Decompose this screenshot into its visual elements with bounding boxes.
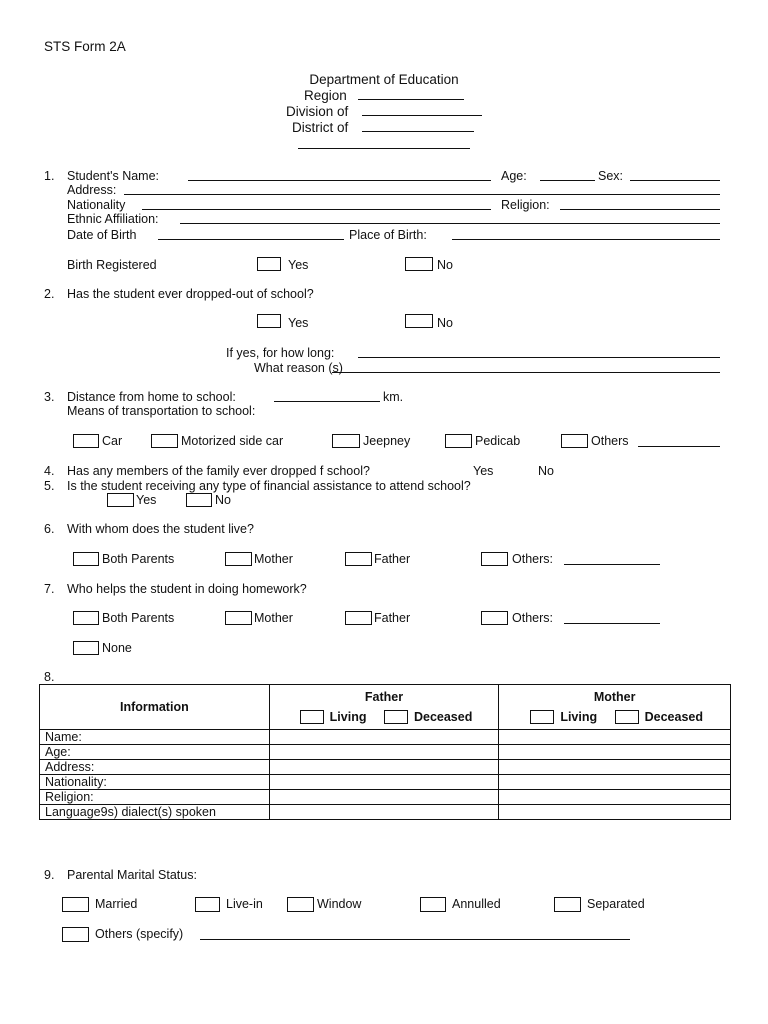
district-blank[interactable] <box>362 120 474 132</box>
mother-nationality-cell[interactable] <box>499 775 731 790</box>
marital-annulled-checkbox[interactable] <box>420 897 446 912</box>
father-deceased-checkbox[interactable] <box>384 710 408 724</box>
reason-field[interactable] <box>332 361 720 373</box>
q7-question: Who helps the student in doing homework? <box>67 582 307 596</box>
marital-married-label: Married <box>95 897 138 911</box>
financial-no-checkbox[interactable] <box>186 493 212 507</box>
mother-deceased-label: Deceased <box>644 709 703 724</box>
father-deceased-label: Deceased <box>413 709 473 724</box>
nationality-field[interactable] <box>142 198 491 210</box>
q3-distance-label: Distance from home to school: <box>67 390 236 404</box>
father-name-cell[interactable] <box>269 730 499 745</box>
q2-number: 2. <box>44 287 55 301</box>
marital-window-label: Window <box>317 897 362 911</box>
transport-others-checkbox[interactable] <box>561 434 588 448</box>
homework-both-parents-checkbox[interactable] <box>73 611 99 625</box>
transport-motorized-label: Motorized side car <box>181 434 284 448</box>
q8-number: 8. <box>44 670 55 684</box>
q1-age-label: Age: <box>501 169 527 183</box>
live-mother-label: Mother <box>254 552 293 566</box>
live-others-checkbox[interactable] <box>481 552 508 566</box>
dropped-out-no-label: No <box>437 316 453 330</box>
table-row <box>40 775 731 790</box>
q5-question: Is the student receiving any type of financial assistance to attend school? <box>67 479 471 493</box>
table-row <box>40 745 731 760</box>
how-long-field[interactable] <box>358 346 720 358</box>
q4-number: 4. <box>44 464 55 478</box>
father-language-cell[interactable] <box>269 805 499 820</box>
transport-pedicab-checkbox[interactable] <box>445 434 472 448</box>
q4-question: Has any members of the family ever dropped f school? <box>67 464 370 478</box>
marital-live-in-label: Live-in <box>226 897 263 911</box>
dropped-out-yes-label: Yes <box>288 316 309 330</box>
q2-reason-label: What reason (s) <box>254 361 343 375</box>
division-blank[interactable] <box>362 104 482 116</box>
live-others-label: Others: <box>512 552 553 566</box>
mother-age-cell[interactable] <box>499 745 731 760</box>
transport-motorized-checkbox[interactable] <box>151 434 178 448</box>
address-field[interactable] <box>124 183 720 195</box>
q1-name-label: Student's Name: <box>67 169 160 183</box>
homework-father-label: Father <box>374 611 411 625</box>
q3-number: 3. <box>44 390 55 404</box>
school-blank[interactable] <box>298 137 470 149</box>
marital-live-in-checkbox[interactable] <box>195 897 220 912</box>
age-field[interactable] <box>540 169 595 181</box>
q1-religion-label: Religion: <box>501 198 550 212</box>
q1-birth-registered-label: Birth Registered <box>67 258 157 272</box>
mother-living-label: Living <box>560 709 598 724</box>
dob-field[interactable] <box>158 228 344 240</box>
region-blank[interactable] <box>358 88 464 100</box>
marital-window-checkbox[interactable] <box>287 897 314 912</box>
distance-field[interactable] <box>274 390 380 402</box>
live-father-label: Father <box>374 552 411 566</box>
q2-how-long-label: If yes, for how long: <box>226 346 335 360</box>
transport-pedicab-label: Pedicab <box>475 434 521 448</box>
row-label-nationality: Nationality: <box>40 775 270 790</box>
transport-jeepney-checkbox[interactable] <box>332 434 360 448</box>
header-district: District of <box>292 120 349 135</box>
marital-separated-label: Separated <box>587 897 645 911</box>
form-code: STS Form 2A <box>44 39 126 54</box>
table-row <box>40 790 731 805</box>
mother-deceased-checkbox[interactable] <box>615 710 639 724</box>
homework-mother-label: Mother <box>254 611 293 625</box>
q1-address-label: Address: <box>67 183 117 197</box>
header-region: Region <box>304 88 347 103</box>
homework-mother-checkbox[interactable] <box>225 611 252 625</box>
father-header: Father <box>364 689 404 704</box>
homework-others-checkbox[interactable] <box>481 611 508 625</box>
q3-means-label: Means of transportation to school: <box>67 404 256 418</box>
religion-field[interactable] <box>560 198 720 210</box>
q1-nationality-label: Nationality <box>67 198 126 212</box>
marital-others-field[interactable] <box>200 928 630 940</box>
q6-number: 6. <box>44 522 55 536</box>
q5-number: 5. <box>44 479 55 493</box>
q6-question: With whom does the student live? <box>67 522 254 536</box>
father-address-cell[interactable] <box>269 760 499 775</box>
parents-info-table <box>39 684 731 820</box>
table-row <box>40 805 731 820</box>
homework-others-field[interactable] <box>564 612 660 624</box>
dropped-out-no-checkbox[interactable] <box>405 314 433 328</box>
sex-field[interactable] <box>630 169 720 181</box>
father-age-cell[interactable] <box>269 745 499 760</box>
row-label-address: Address: <box>40 760 270 775</box>
row-label-name: Name: <box>40 730 270 745</box>
row-label-language: Language9s) dialect(s) spoken <box>40 805 270 820</box>
transport-others-field[interactable] <box>638 435 720 447</box>
q7-number: 7. <box>44 582 55 596</box>
table-row <box>40 730 731 745</box>
q1-number: 1. <box>44 169 55 183</box>
marital-annulled-label: Annulled <box>452 897 501 911</box>
marital-others-checkbox[interactable] <box>62 927 89 942</box>
marital-married-checkbox[interactable] <box>62 897 89 912</box>
homework-none-label: None <box>102 641 132 655</box>
marital-separated-checkbox[interactable] <box>554 897 581 912</box>
q4-yes-option[interactable]: Yes <box>473 464 494 478</box>
father-religion-cell[interactable] <box>269 790 499 805</box>
q4-no-option[interactable]: No <box>538 464 554 478</box>
transport-car-label: Car <box>102 434 123 448</box>
financial-yes-checkbox[interactable] <box>107 493 134 507</box>
homework-others-label: Others: <box>512 611 553 625</box>
row-label-religion: Religion: <box>40 790 270 805</box>
header-department: Department of Education <box>309 72 459 87</box>
homework-both-parents-label: Both Parents <box>102 611 175 625</box>
transport-jeepney-label: Jeepney <box>363 434 411 448</box>
mother-header: Mother <box>593 689 636 704</box>
table-header-row <box>40 685 731 730</box>
transport-others-label: Others <box>591 434 629 448</box>
student-name-field[interactable] <box>188 169 491 181</box>
q1-pob-label: Place of Birth: <box>349 228 427 242</box>
birth-registered-yes-label: Yes <box>288 258 309 272</box>
mother-header-cell <box>499 685 731 730</box>
table-row <box>40 760 731 775</box>
live-both-parents-label: Both Parents <box>102 552 175 566</box>
q1-dob-label: Date of Birth <box>67 228 137 242</box>
mother-address-cell[interactable] <box>499 760 731 775</box>
ethnic-field[interactable] <box>180 212 720 224</box>
birth-registered-no-label: No <box>437 258 453 272</box>
header-division: Division of <box>286 104 349 119</box>
father-living-label: Living <box>329 709 367 724</box>
mother-living-checkbox[interactable] <box>530 710 554 724</box>
homework-father-checkbox[interactable] <box>345 611 372 625</box>
transport-car-checkbox[interactable] <box>73 434 99 448</box>
q9-number: 9. <box>44 868 55 882</box>
q1-ethnic-label: Ethnic Affiliation: <box>67 212 159 226</box>
marital-others-label: Others (specify) <box>95 927 184 941</box>
q3-km-label: km. <box>383 390 404 404</box>
mother-language-cell[interactable] <box>499 805 731 820</box>
mother-religion-cell[interactable] <box>499 790 731 805</box>
row-label-age: Age: <box>40 745 270 760</box>
pob-field[interactable] <box>452 228 720 240</box>
mother-name-cell[interactable] <box>499 730 731 745</box>
father-nationality-cell[interactable] <box>269 775 499 790</box>
dropped-out-yes-checkbox[interactable] <box>257 314 281 328</box>
financial-no-label: No <box>215 493 231 507</box>
father-living-checkbox[interactable] <box>300 710 324 724</box>
homework-none-checkbox[interactable] <box>73 641 99 655</box>
live-father-checkbox[interactable] <box>345 552 372 566</box>
live-mother-checkbox[interactable] <box>225 552 252 566</box>
live-both-parents-checkbox[interactable] <box>73 552 99 566</box>
financial-yes-label: Yes <box>136 493 157 507</box>
information-header: Information <box>40 685 270 730</box>
birth-registered-yes-checkbox[interactable] <box>257 257 281 271</box>
q2-question: Has the student ever dropped-out of school? <box>67 287 314 301</box>
birth-registered-no-checkbox[interactable] <box>405 257 433 271</box>
live-others-field[interactable] <box>564 553 660 565</box>
q1-sex-label: Sex: <box>598 169 624 183</box>
q9-question: Parental Marital Status: <box>67 868 197 882</box>
father-header-cell <box>269 685 499 730</box>
